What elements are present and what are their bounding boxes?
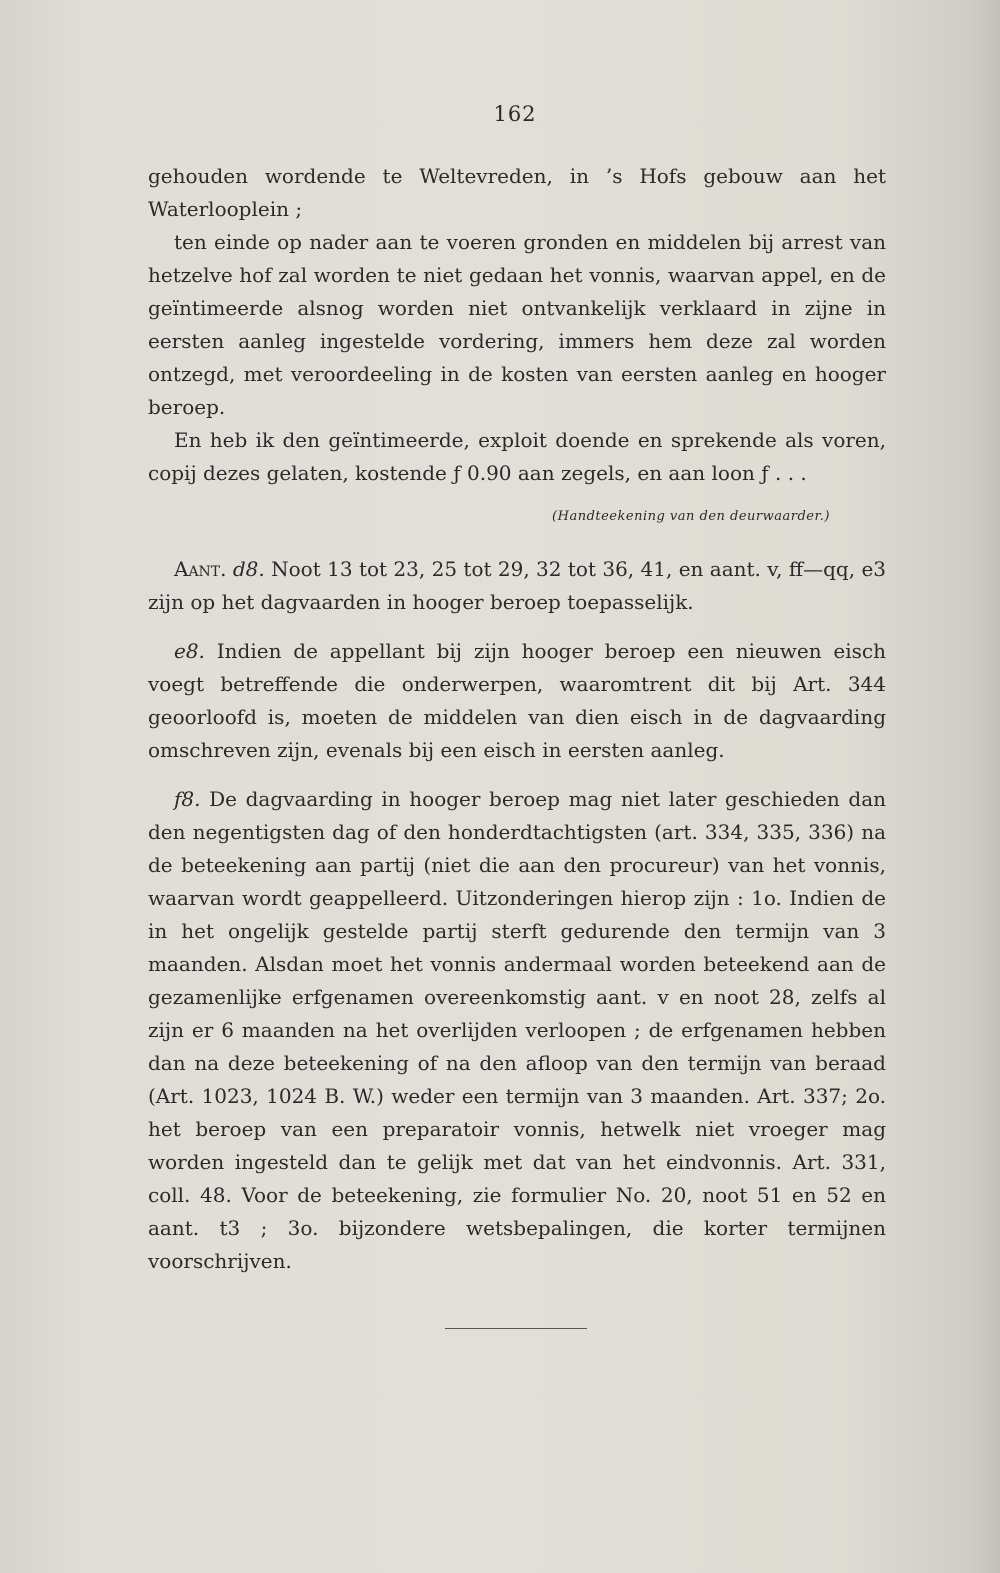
note-marker: d8.: [232, 557, 265, 581]
note-f8: [148, 783, 886, 1278]
note-label: Aant.: [174, 557, 227, 581]
paragraph-continuation: gehouden wordende te Weltevreden, in ’s Hofs gebouw aan het Waterlooplein ;: [148, 164, 886, 221]
paragraph-service-costs: En heb ik den geïntimeerde, exploit doende en sprekende als voren, copij dezes gelaten, kostende ƒ 0.90 aan zegels, en aan loon ƒ . . .: [148, 428, 886, 485]
note-text: Indien de appellant bij zijn hooger beroep een nieuwen eisch voegt betreffende die onderwerpen, waaromtrent dit bij Art. 344 geoorloofd is, moeten de middelen van dien eisch in de dagvaarding omschreven zijn, evenals bij een eisch in eersten aanleg.: [148, 639, 886, 762]
note-marker: f8.: [174, 787, 201, 811]
note-text: De dagvaarding in hooger beroep mag niet later geschieden dan den negentigsten dag of den honderdtachtigsten (art. 334, 335, 336) na de beteekening aan partij (niet die aan den procureur) van het vonnis, waarvan wordt geappelleerd. Uitzonderingen hierop zijn : 1o. Indien de in het ongelijk gestelde partij sterft gedurende den termijn van 3 maanden. Alsdan moet het vonnis andermaal worden beteekend aan de gezamenlijke erfgenamen overeenkomstig aant. v en noot 28, zelfs al zijn er 6 maanden na het overlijden verloopen ; de erfgenamen hebben dan na deze beteekening of na den afloop van den termijn van beraad (Art. 1023, 1024 B. W.) weder een termijn van 3 maanden. Art. 337; 2o. het beroep van een preparatoir vonnis, hetwelk niet vroeger mag worden ingesteld dan te gelijk met dat van het eindvonnis. Art. 331, coll. 48. Voor de beteekening, zie formulier No. 20, noot 51 en 52 en aant. t3 ; 3o. bijzondere wetsbepalingen, die korter termijnen voorschrijven.: [148, 787, 887, 1273]
page-number: 162: [493, 102, 537, 126]
note-text: Noot 13 tot 23, 25 tot 29, 32 tot 36, 41, en aant. v, ff—qq, e3 zijn op het dagvaarden in hooger beroep toepasselijk.: [148, 557, 887, 614]
note-marker: e8.: [174, 639, 205, 663]
signature-line: (Handteekening van den deurwaarder.): [552, 509, 830, 524]
note-e8: [148, 635, 886, 767]
paragraph-petition: ten einde op nader aan te voeren gronden en middelen bij arrest van hetzelve hof zal worden te niet gedaan het vonnis, waarvan appel, en de geïntimeerde alsnog worden niet ontvankelijk verklaard in zijne in eersten aanleg ingestelde vordering, immers hem deze zal worden ontzegd, met veroordeeling in de kosten van eersten aanleg en hooger beroep.: [148, 230, 886, 419]
closing-rule: [445, 1328, 587, 1329]
page-body: [148, 160, 886, 1278]
note-d8: [148, 553, 886, 619]
